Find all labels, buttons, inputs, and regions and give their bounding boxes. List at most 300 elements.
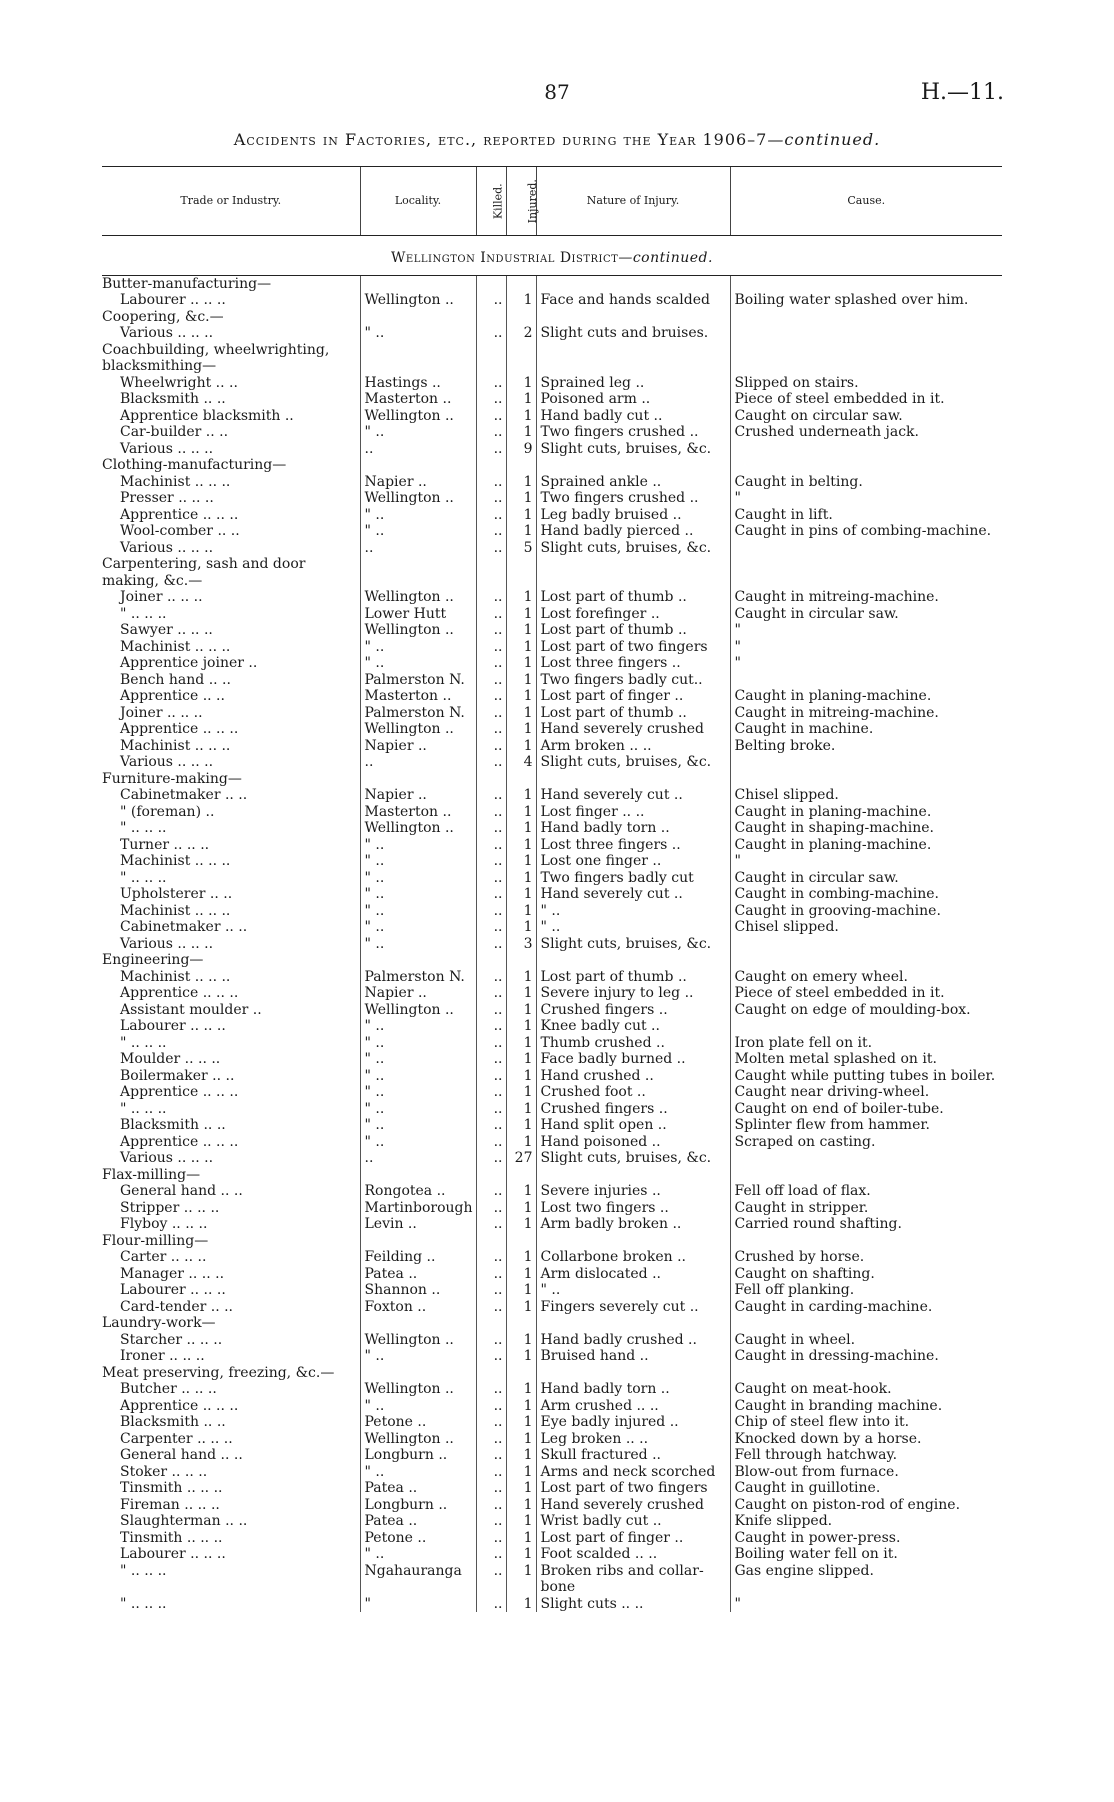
locality-cell: " .. [360, 1035, 476, 1052]
injured-cell: 1 [506, 1002, 536, 1019]
table-row [102, 375, 1002, 392]
injured-cell: 1 [506, 1414, 536, 1431]
killed-cell: .. [476, 606, 506, 623]
killed-cell: .. [476, 754, 506, 771]
table-row [102, 1035, 1002, 1052]
trade-cell: " (foreman) .. [120, 803, 215, 820]
injured-cell: 1 [506, 787, 536, 804]
trade-cell: General hand .. .. [120, 1447, 243, 1463]
empty-cell [506, 1315, 536, 1332]
locality-cell: Napier .. [360, 787, 476, 804]
killed-cell: .. [476, 1447, 506, 1464]
trade-cell: General hand .. .. [120, 1183, 243, 1199]
trade-cell: " .. .. .. [120, 605, 167, 622]
nature-cell: Lost finger .. .. [536, 804, 730, 821]
empty-cell [536, 771, 730, 788]
locality-cell: " .. [360, 424, 476, 441]
injured-cell: 1 [506, 507, 536, 524]
nature-cell: Hand badly crushed .. [536, 1332, 730, 1349]
trade-cell: Cabinetmaker .. .. [120, 787, 248, 803]
killed-cell: .. [476, 1530, 506, 1547]
injured-cell: 27 [506, 1150, 536, 1167]
injured-cell: 1 [506, 1546, 536, 1563]
nature-cell: Slight cuts and bruises. [536, 325, 730, 342]
empty-cell [506, 457, 536, 474]
locality-cell: Martinborough [360, 1200, 476, 1217]
locality-cell: " .. [360, 639, 476, 656]
injured-cell: 1 [506, 837, 536, 854]
locality-cell: Ngahauranga [360, 1563, 476, 1596]
trade-cell: Various .. .. .. [120, 539, 214, 556]
cause-cell: Caught in dressing-machine. [730, 1348, 1002, 1365]
table-row [102, 721, 1002, 738]
nature-cell: Foot scalded .. .. [536, 1546, 730, 1563]
industry-group-label: Clothing-manufacturing— [102, 457, 287, 473]
locality-cell: " .. [360, 1051, 476, 1068]
cause-cell: Caught in pins of combing-machine. [730, 523, 1002, 540]
locality-cell: .. [360, 754, 476, 771]
empty-cell [730, 1365, 1002, 1382]
locality-cell: " .. [360, 325, 476, 342]
table-row [102, 1134, 1002, 1151]
locality-cell: " .. [360, 655, 476, 672]
trade-cell: Starcher .. .. .. [120, 1331, 223, 1348]
killed-cell: .. [476, 787, 506, 804]
table-row [102, 1332, 1002, 1349]
injured-cell: 1 [506, 1530, 536, 1547]
trade-cell: Apprentice joiner .. [120, 655, 258, 671]
trade-cell: Stoker .. .. .. [120, 1463, 208, 1480]
empty-cell [730, 309, 1002, 326]
injured-cell: 1 [506, 523, 536, 540]
injured-cell: 1 [506, 589, 536, 606]
empty-cell [360, 309, 476, 326]
killed-cell: .. [476, 870, 506, 887]
trade-cell: Various .. .. .. [120, 440, 214, 457]
cause-cell: " [730, 622, 1002, 639]
trade-cell: Various .. .. .. [120, 325, 214, 341]
empty-cell [730, 275, 1002, 292]
cause-cell: Caught in planing-machine. [730, 688, 1002, 705]
nature-cell: Hand severely crushed [536, 1497, 730, 1514]
killed-cell: .. [476, 853, 506, 870]
cause-cell: Caught in carding-machine. [730, 1299, 1002, 1316]
industry-group-row [102, 1315, 1002, 1332]
injured-cell: 1 [506, 1332, 536, 1349]
empty-cell [536, 556, 730, 589]
injured-cell: 1 [506, 424, 536, 441]
locality-cell: " .. [360, 853, 476, 870]
industry-group-row [102, 1365, 1002, 1382]
nature-cell: Hand severely cut .. [536, 787, 730, 804]
table-row [102, 1200, 1002, 1217]
cause-cell [730, 441, 1002, 458]
nature-cell: Lost part of thumb .. [536, 705, 730, 722]
empty-cell [730, 1315, 1002, 1332]
table-row [102, 441, 1002, 458]
locality-cell: .. [360, 540, 476, 557]
trade-cell: " .. .. .. [120, 1100, 167, 1117]
nature-cell: Face and hands scalded [536, 292, 730, 309]
killed-cell: .. [476, 1183, 506, 1200]
empty-cell [476, 952, 506, 969]
injured-cell: 1 [506, 870, 536, 887]
column-header-injured [506, 167, 539, 236]
trade-cell: Machinist .. .. .. [120, 902, 231, 919]
table-row [102, 837, 1002, 854]
district-heading [102, 236, 1002, 276]
district-heading-continued: —continued. [618, 250, 713, 266]
killed-cell: .. [476, 1084, 506, 1101]
locality-cell: Hastings .. [360, 375, 476, 392]
industry-group-label: Butter-manufacturing— [102, 275, 272, 292]
trade-cell: Car-builder .. .. [120, 424, 229, 440]
locality-cell: " .. [360, 1068, 476, 1085]
injured-cell: 1 [506, 738, 536, 755]
cause-cell: Slipped on stairs. [730, 375, 1002, 392]
trade-cell: Upholsterer .. .. [120, 886, 233, 902]
nature-cell: Slight cuts, bruises, &c. [536, 441, 730, 458]
locality-cell: " .. [360, 837, 476, 854]
nature-cell: Two fingers badly cut.. [536, 672, 730, 689]
table-row [102, 903, 1002, 920]
nature-cell: Poisoned arm .. [536, 391, 730, 408]
table-row [102, 688, 1002, 705]
trade-cell: Machinist .. .. .. [120, 737, 231, 754]
killed-cell: .. [476, 1117, 506, 1134]
trade-cell: Moulder .. .. .. [120, 1051, 221, 1067]
locality-cell: Shannon .. [360, 1282, 476, 1299]
trade-cell: Manager .. .. .. [120, 1265, 225, 1282]
empty-cell [506, 771, 536, 788]
trade-cell: Blacksmith .. .. [120, 1117, 226, 1133]
injured-cell: 1 [506, 705, 536, 722]
column-header-injured-text: Injured. [525, 178, 539, 224]
nature-cell: Knee badly cut .. [536, 1018, 730, 1035]
table-row [102, 622, 1002, 639]
injured-cell: 1 [506, 1348, 536, 1365]
cause-cell: Caught in power-press. [730, 1530, 1002, 1547]
table-row [102, 787, 1002, 804]
empty-cell [360, 457, 476, 474]
killed-cell: .. [476, 1051, 506, 1068]
table-row [102, 1480, 1002, 1497]
killed-cell: .. [476, 292, 506, 309]
cause-cell: Caught in wheel. [730, 1332, 1002, 1349]
industry-group-row [102, 771, 1002, 788]
industry-group-label: Coachbuilding, wheelwrighting, blacksmithing— [102, 341, 330, 374]
empty-cell [360, 1365, 476, 1382]
table-row [102, 639, 1002, 656]
cause-cell: Chisel slipped. [730, 787, 1002, 804]
industry-group-row [102, 342, 1002, 375]
killed-cell: .. [476, 1002, 506, 1019]
injured-cell: 1 [506, 639, 536, 656]
injured-cell: 1 [506, 1134, 536, 1151]
nature-cell: " .. [536, 1282, 730, 1299]
nature-cell: Arm crushed .. .. [536, 1398, 730, 1415]
trade-cell: Slaughterman .. .. [120, 1513, 248, 1529]
table-row [102, 1530, 1002, 1547]
locality-cell: Napier .. [360, 474, 476, 491]
killed-cell: .. [476, 1596, 506, 1613]
empty-cell [536, 1167, 730, 1184]
cause-cell: Boiling water fell on it. [730, 1546, 1002, 1563]
table-row [102, 1018, 1002, 1035]
injured-cell: 1 [506, 1464, 536, 1481]
injured-cell: 1 [506, 969, 536, 986]
killed-cell: .. [476, 622, 506, 639]
empty-cell [730, 952, 1002, 969]
nature-cell: Slight cuts, bruises, &c. [536, 936, 730, 953]
nature-cell: Lost three fingers .. [536, 655, 730, 672]
table-row [102, 1447, 1002, 1464]
cause-cell: Caught in belting. [730, 474, 1002, 491]
locality-cell: " .. [360, 936, 476, 953]
killed-cell: .. [476, 1398, 506, 1415]
killed-cell: .. [476, 936, 506, 953]
nature-cell: Lost part of thumb .. [536, 589, 730, 606]
empty-cell [506, 275, 536, 292]
killed-cell: .. [476, 1332, 506, 1349]
trade-cell: Apprentice .. .. .. [120, 1084, 239, 1100]
nature-cell: Hand crushed .. [536, 1068, 730, 1085]
page-reference: H.—11. [920, 80, 1004, 105]
injured-cell: 1 [506, 903, 536, 920]
injured-cell: 1 [506, 1068, 536, 1085]
locality-cell: Wellington .. [360, 1332, 476, 1349]
cause-cell: Caught on end of boiler-tube. [730, 1101, 1002, 1118]
table-row [102, 1266, 1002, 1283]
injured-cell: 1 [506, 804, 536, 821]
injured-cell: 1 [506, 853, 536, 870]
table-row [102, 919, 1002, 936]
killed-cell: .. [476, 820, 506, 837]
industry-group-row [102, 1233, 1002, 1250]
injured-cell: 1 [506, 606, 536, 623]
locality-cell: " [360, 1596, 476, 1613]
nature-cell: Lost two fingers .. [536, 1200, 730, 1217]
killed-cell: .. [476, 705, 506, 722]
cause-cell: Belting broke. [730, 738, 1002, 755]
table-row [102, 1431, 1002, 1448]
injured-cell: 1 [506, 1117, 536, 1134]
nature-cell: Leg broken .. .. [536, 1431, 730, 1448]
killed-cell: .. [476, 375, 506, 392]
table-row [102, 540, 1002, 557]
nature-cell: Lost part of finger .. [536, 1530, 730, 1547]
killed-cell: .. [476, 408, 506, 425]
killed-cell: .. [476, 1068, 506, 1085]
table-row [102, 1464, 1002, 1481]
trade-cell: Butcher .. .. .. [120, 1381, 217, 1397]
cause-cell: Caught in planing-machine. [730, 837, 1002, 854]
trade-cell: Apprentice .. .. .. [120, 506, 239, 523]
cause-cell: Caught in combing-machine. [730, 886, 1002, 903]
cause-cell: Molten metal splashed on it. [730, 1051, 1002, 1068]
cause-cell: " [730, 853, 1002, 870]
cause-cell: Knife slipped. [730, 1513, 1002, 1530]
locality-cell: " .. [360, 919, 476, 936]
killed-cell: .. [476, 325, 506, 342]
injured-cell: 4 [506, 754, 536, 771]
cause-cell [730, 540, 1002, 557]
injured-cell: 1 [506, 1035, 536, 1052]
cause-cell: Gas engine slipped. [730, 1563, 1002, 1596]
killed-cell: .. [476, 969, 506, 986]
locality-cell: .. [360, 441, 476, 458]
injured-cell: 1 [506, 820, 536, 837]
injured-cell: 1 [506, 1266, 536, 1283]
table-row [102, 1183, 1002, 1200]
table-row [102, 1150, 1002, 1167]
trade-cell: Cabinetmaker .. .. [120, 919, 248, 935]
nature-cell: Hand badly torn .. [536, 1381, 730, 1398]
killed-cell: .. [476, 1134, 506, 1151]
cause-cell: Caught on shafting. [730, 1266, 1002, 1283]
table-row [102, 1299, 1002, 1316]
injured-cell: 1 [506, 1497, 536, 1514]
killed-cell: .. [476, 1431, 506, 1448]
killed-cell: .. [476, 1150, 506, 1167]
cause-cell: Chisel slipped. [730, 919, 1002, 936]
injured-cell: 1 [506, 292, 536, 309]
table-row [102, 1381, 1002, 1398]
nature-cell: Lost part of thumb .. [536, 622, 730, 639]
page-number: 87 [544, 80, 570, 104]
table-row [102, 1282, 1002, 1299]
injured-cell: 1 [506, 1084, 536, 1101]
trade-cell: Stripper .. .. .. [120, 1199, 220, 1216]
locality-cell: " .. [360, 903, 476, 920]
injured-cell: 1 [506, 474, 536, 491]
table-row [102, 1546, 1002, 1563]
nature-cell: Lost three fingers .. [536, 837, 730, 854]
cause-cell: Caught in stripper. [730, 1200, 1002, 1217]
industry-group-label: Carpentering, sash and door making, &c.— [102, 556, 306, 589]
locality-cell: " .. [360, 1084, 476, 1101]
column-header-killed-text: Killed. [491, 183, 505, 219]
locality-cell: " .. [360, 1018, 476, 1035]
trade-cell: Sawyer .. .. .. [120, 622, 213, 638]
column-header-locality: Locality. [360, 167, 476, 236]
nature-cell: Slight cuts, bruises, &c. [536, 754, 730, 771]
injured-cell: 1 [506, 655, 536, 672]
cause-cell [730, 325, 1002, 342]
injured-cell: 1 [506, 672, 536, 689]
trade-cell: " .. .. .. [120, 1595, 167, 1612]
locality-cell: " .. [360, 886, 476, 903]
trade-cell: Apprentice .. .. .. [120, 985, 239, 1001]
empty-cell [360, 1167, 476, 1184]
cause-cell: Crushed by horse. [730, 1249, 1002, 1266]
killed-cell: .. [476, 672, 506, 689]
empty-cell [476, 1365, 506, 1382]
cause-cell [730, 1150, 1002, 1167]
cause-cell: Caught in mitreing-machine. [730, 705, 1002, 722]
trade-cell: Boilermaker .. .. [120, 1067, 235, 1084]
table-body [102, 236, 1002, 1613]
table-row [102, 1084, 1002, 1101]
nature-cell: Lost part of two fingers [536, 1480, 730, 1497]
injured-cell: 1 [506, 886, 536, 903]
trade-cell: Wool-comber .. .. [120, 523, 240, 539]
nature-cell: Thumb crushed .. [536, 1035, 730, 1052]
nature-cell: Wrist badly cut .. [536, 1513, 730, 1530]
cause-cell: Caught in guillotine. [730, 1480, 1002, 1497]
nature-cell: Hand badly pierced .. [536, 523, 730, 540]
trade-cell: Apprentice .. .. .. [120, 1133, 239, 1150]
nature-cell: Hand poisoned .. [536, 1134, 730, 1151]
killed-cell: .. [476, 1348, 506, 1365]
locality-cell: Wellington .. [360, 1381, 476, 1398]
empty-cell [476, 275, 506, 292]
killed-cell: .. [476, 886, 506, 903]
trade-cell: Apprentice .. .. [120, 688, 225, 704]
trade-cell: Various .. .. .. [120, 754, 214, 770]
table-row [102, 820, 1002, 837]
cause-cell: Crushed underneath jack. [730, 424, 1002, 441]
locality-cell: Foxton .. [360, 1299, 476, 1316]
empty-cell [506, 1233, 536, 1250]
cause-cell: " [730, 490, 1002, 507]
table-row [102, 1398, 1002, 1415]
killed-cell: .. [476, 688, 506, 705]
killed-cell: .. [476, 1414, 506, 1431]
injured-cell: 1 [506, 1563, 536, 1596]
locality-cell: Wellington .. [360, 820, 476, 837]
cause-cell: Fell off planking. [730, 1282, 1002, 1299]
empty-cell [536, 342, 730, 375]
empty-cell [360, 556, 476, 589]
nature-cell: Arm broken .. .. [536, 738, 730, 755]
empty-cell [730, 556, 1002, 589]
table-row [102, 1513, 1002, 1530]
table-row [102, 507, 1002, 524]
locality-cell: Lower Hutt [360, 606, 476, 623]
cause-cell: Caught in circular saw. [730, 606, 1002, 623]
killed-cell: .. [476, 985, 506, 1002]
industry-group-label: Flour-milling— [102, 1232, 209, 1249]
killed-cell: .. [476, 1216, 506, 1233]
injured-cell: 1 [506, 1398, 536, 1415]
killed-cell: .. [476, 1464, 506, 1481]
cause-cell [730, 1018, 1002, 1035]
nature-cell: Hand badly torn .. [536, 820, 730, 837]
locality-cell: Patea .. [360, 1266, 476, 1283]
killed-cell: .. [476, 1299, 506, 1316]
cause-cell: Caught near driving-wheel. [730, 1084, 1002, 1101]
trade-cell: Turner .. .. .. [120, 836, 210, 853]
locality-cell: Napier .. [360, 738, 476, 755]
cause-cell: " [730, 655, 1002, 672]
empty-cell [536, 1315, 730, 1332]
injured-cell: 5 [506, 540, 536, 557]
trade-cell: Labourer .. .. .. [120, 292, 226, 308]
injured-cell: 1 [506, 1513, 536, 1530]
trade-cell: Machinist .. .. .. [120, 853, 231, 869]
nature-cell: Collarbone broken .. [536, 1249, 730, 1266]
injured-cell: 1 [506, 1480, 536, 1497]
locality-cell: Patea .. [360, 1513, 476, 1530]
empty-cell [360, 952, 476, 969]
injured-cell: 1 [506, 1596, 536, 1613]
cause-cell: Splinter flew from hammer. [730, 1117, 1002, 1134]
district-heading-text: Wellington Industrial District [391, 250, 619, 266]
nature-cell: Lost part of finger .. [536, 688, 730, 705]
table-row [102, 474, 1002, 491]
trade-cell: Flyboy .. .. .. [120, 1216, 208, 1232]
